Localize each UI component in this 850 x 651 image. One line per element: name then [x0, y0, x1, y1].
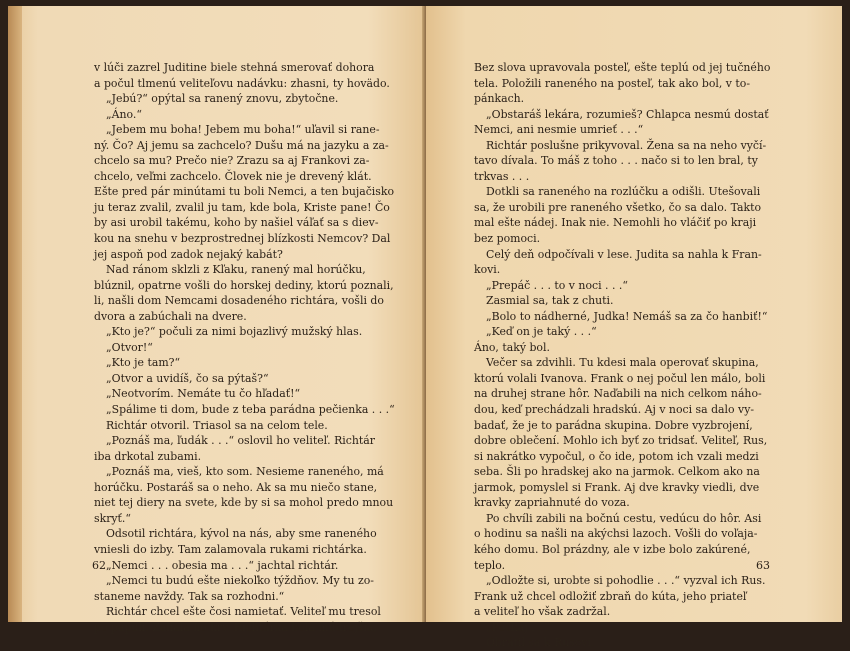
text-line: seba. Šli po hradskej ako na jarmok. Celkom ako na [474, 465, 760, 479]
text-line: horúčku. Postaráš sa o neho. Ak sa mu niečo stane, [94, 480, 378, 494]
text-line: a počul tlmenú veliteľovu nadávku: zhasni, ty hovädo. [94, 76, 390, 90]
text-line: niet tej diery na svete, kde by si sa mohol predo mnou [94, 496, 394, 510]
left-page [8, 6, 424, 634]
text-line: kého domu. Bol prázdny, ale v izbe bolo zakúrené, [474, 542, 751, 556]
text-line: „Kto je?“ počuli za nimi bojazlivý mužský hlas. [106, 325, 363, 339]
text-line: tela. Položili raneného na posteľ, tak ako bol, v to- [474, 76, 751, 90]
text-line: jej aspoň pod zadok nejaký kabát? [94, 247, 283, 261]
text-line: „Prepáč . . . to v noci . . .“ [486, 278, 628, 292]
text-line: skryť.“ [94, 511, 131, 525]
text-line: ju teraz zvalil, zvalil ju tam, kde bola, Kriste pane! Čo [94, 200, 390, 214]
text-line: si nakrátko vypočul, o čo ide, potom ich vzali medzi [474, 449, 759, 463]
text-line: dou, keď prechádzali hradskú. Aj v noci sa dalo vy- [474, 403, 755, 417]
text-line: Nad ránom sklzli z Kľaku, ranený mal horúčku, [106, 263, 366, 277]
text-line: „Nemci . . . obesia ma . . .“ jachtal richtár. [106, 558, 339, 572]
text-line: blúznil, opatrne vošli do horskej dediny, ktorú poznali, [94, 278, 394, 292]
text-line: Áno, taký bol. [474, 340, 550, 354]
text-line: kou na snehu v bezprostrednej blízkosti Nemcov? Dal [94, 232, 391, 246]
text-line: „Kto je tam?“ [106, 356, 181, 370]
right-page-number: 63 [756, 559, 770, 572]
text-line: „Otvor a uvidíš, čo sa pýtaš?“ [106, 371, 269, 385]
text-line: Dotkli sa raneného na rozlúčku a odišli. Utešovali [486, 185, 761, 199]
text-line: trkvas . . . [474, 169, 530, 183]
text-line: „Odložte si, urobte si pohodlie . . .“ vyzval ich Rus. [486, 574, 766, 588]
text-line: ný. Čo? Aj jemu sa zachcelo? Dušu má na jazyku a za- [94, 138, 389, 152]
text-line: o hodinu sa našli na akýchsi lazoch. Vošli do voľaja- [474, 527, 758, 541]
text-line: Frank už chcel odložiť zbraň do kúta, jeho priateľ [474, 589, 747, 603]
text-line: „Poznáš ma, vieš, kto som. Nesieme raneného, má [106, 465, 384, 479]
text-line: dvora a zabúchali na dvere. [94, 309, 247, 323]
text-line: dobre oblečení. Mohlo ich byť zo tridsať. Veliteľ, Rus, [474, 434, 768, 448]
text-line: „Jebem mu boha! Jebem mu boha!“ uľavil si rane- [106, 123, 380, 137]
text-line: sa, že urobili pre raneného všetko, čo sa dalo. Takto [474, 200, 762, 214]
text-line: „Bolo to nádherné, Judka! Nemáš sa za čo hanbiť!“ [486, 309, 768, 323]
text-line: by asi urobil takému, koho by našiel váľať sa s diev- [94, 216, 379, 230]
text-line: tavo dívala. To máš z toho . . . načo si to len bral, ty [474, 154, 758, 168]
text-line: chcelo sa mu? Prečo nie? Zrazu sa aj Frankovi za- [94, 154, 370, 168]
left-page-text [94, 60, 395, 635]
text-line: „Počkaj . . .“ [486, 620, 554, 634]
text-line: Odsotil richtára, kývol na nás, aby sme raneného [106, 527, 377, 541]
text-line: „Nemci tu budú ešte niekoľko týždňov. My tu zo- [106, 574, 374, 588]
text-line: „Keď on je taký . . .“ [486, 325, 597, 339]
text-line: iba drkotal zubami. [94, 449, 202, 463]
book-spread [8, 6, 842, 650]
text-line: „Poznáš ma, ľudák . . .“ oslovil ho veliteľ. Richtár [106, 434, 375, 448]
text-line: Po chvíli zabili na bočnú cestu, vedúcu do hôr. Asi [486, 511, 762, 525]
left-page-number: 62 [92, 559, 106, 572]
text-line: staneme navždy. Tak sa rozhodni.“ [94, 589, 285, 603]
text-line: „Áno.“ [106, 107, 142, 121]
text-line: „Neotvorím. Nemáte tu čo hľadať!“ [106, 387, 301, 401]
text-line: Obrátil sa k Rusovi. [486, 636, 595, 650]
text-line: a veliteľ ho však zadržal. [474, 605, 611, 619]
text-line: Večer sa zdvihli. Tu kdesi mala operovať skupina, [486, 356, 759, 370]
text-line: Ešte pred pár minútami tu boli Nemci, a ten bujačisko [94, 185, 395, 199]
text-line: na druhej strane hôr. Naďabili na nich celkom náho- [474, 387, 762, 401]
text-line: Nemci, ani nesmie umrieť . . .“ [474, 123, 644, 137]
text-line: Richtár chcel ešte čosi namietať. Veliteľ mu tresol [106, 605, 381, 619]
text-line: pánkach. [474, 92, 525, 106]
text-line: Bez slova upravovala posteľ, ešte teplú od jej tučného [474, 61, 771, 74]
text-line: li, našli dom Nemcami dosadeného richtára, vošli do [94, 294, 384, 308]
text-line: „Otvor!“ [106, 340, 153, 354]
text-line: jarmok, pomyslel si Frank. Aj dve kravky viedli, dve [474, 480, 760, 494]
text-line: Richtár poslušne prikyvoval. Žena sa na neho vyčí- [486, 138, 767, 152]
text-line: bez pomoci. [474, 232, 541, 246]
page-edge [8, 6, 22, 622]
text-line: mal ešte nádej. Inak nie. Nemohli ho vláčiť po kraji [474, 216, 757, 230]
text-line: badať, že je to parádna skupina. Dobre vyzbrojení, [474, 418, 753, 432]
text-line: „Obstaráš lekára, rozumieš? Chlapca nesmú dostať [486, 107, 769, 121]
text-line: po papuli. Zaliala ho krv. Richtárka bola múdrejšia, [94, 620, 377, 634]
text-line: vniesli do izby. Tam zalamovala rukami richtárka. [94, 542, 367, 556]
text-line: Celý deň odpočívali v lese. Judita sa nahla k Fran- [486, 247, 762, 261]
text-line: „Jebú?“ opýtal sa ranený znovu, zbytočne. [106, 92, 339, 106]
text-line: „Spálime ti dom, bude z teba parádna pečienka . . .“ [106, 403, 395, 417]
text-line: Richtár otvoril. Triasol sa na celom tele. [106, 418, 328, 432]
text-line: Zasmial sa, tak z chuti. [486, 294, 614, 308]
text-line: teplo. [474, 558, 506, 572]
text-line: kovi. [474, 263, 501, 277]
text-line: chcelo, veľmi zachcelo. Človek nie je drevený klát. [94, 169, 372, 183]
text-line: kravky zapriahnuté do voza. [474, 496, 630, 510]
text-line: ktorú volali Ivanova. Frank o nej počul len málo, boli [474, 371, 766, 385]
text-line: v lúči zazrel Juditine biele stehná smerovať dohora [94, 61, 375, 74]
right-page [426, 6, 842, 650]
right-page-text [474, 60, 774, 651]
